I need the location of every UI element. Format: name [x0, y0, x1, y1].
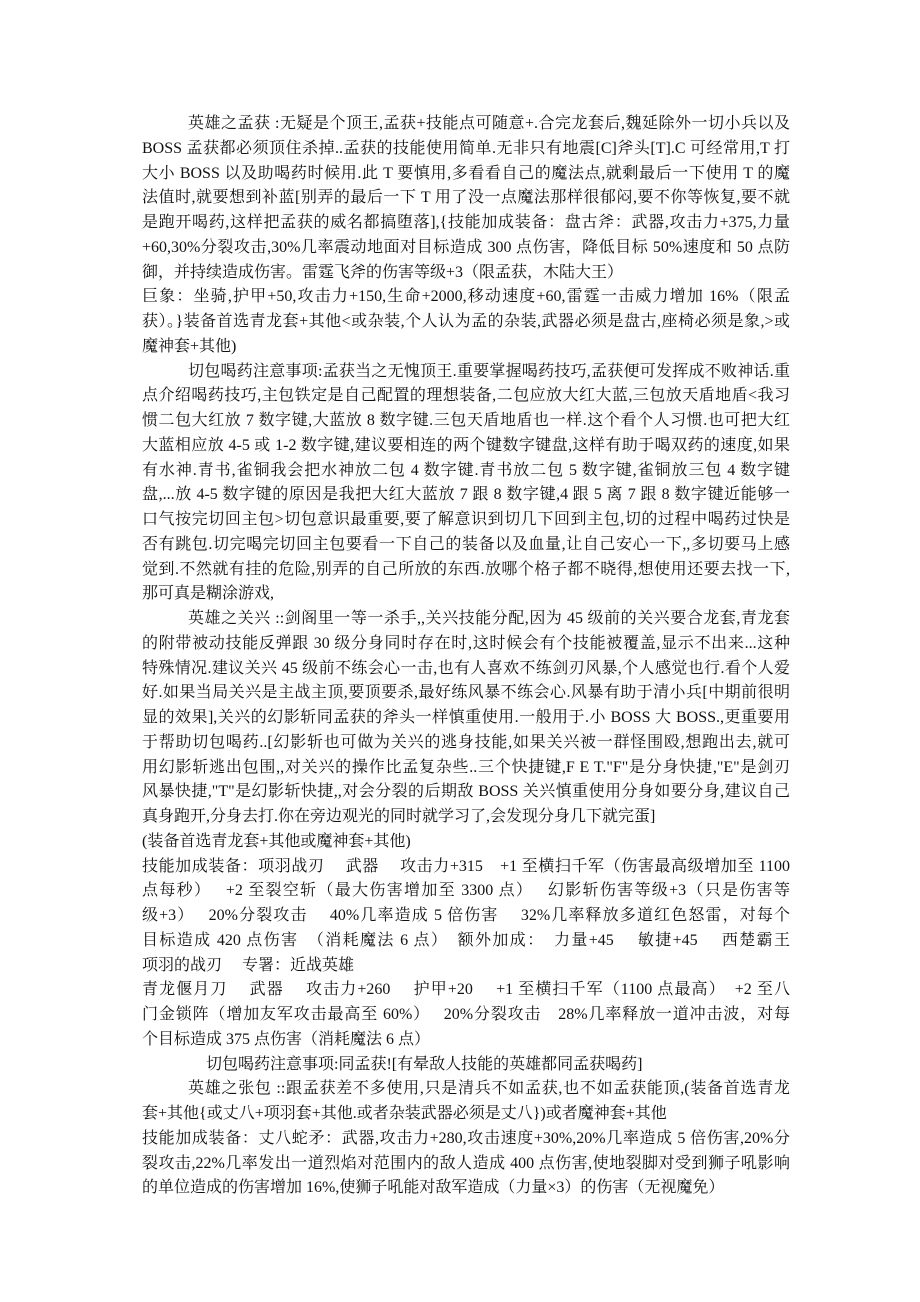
text-line: 英雄之关兴 ::剑阁里一等一杀手,,关兴技能分配,因为 45 级前的关兴要合龙套,青龙套 — [188, 610, 790, 627]
text-line: 个目标造成 375 点伤害（消耗魔法 6 点） — [142, 1030, 431, 1048]
text-line: 获）。}装备首选青龙套+其他<或杂装,个人认为孟的杂装,武器必须是盘古,座椅必须是象,>或 — [142, 313, 790, 330]
text-line: 特殊情况.建议关兴 45 级前不练会心一击,也有人喜欢不练剑刃风暴,个人感觉也行.看个人爱 — [142, 659, 790, 677]
text-line: 法值时,就要想到补蓝[别弄的最后一下 T 用了没一点魔法那样很郁闷,要不你等恢复,要不就 — [142, 189, 790, 207]
text-line: 切包喝药注意事项:同孟获![有晕敌人技能的英雄都同孟获喝药] — [206, 1055, 643, 1073]
paragraph-guanxing — [142, 607, 790, 1077]
text-line: 目标造成 420 点伤害 （消耗魔法 6 点） 额外加成： 力量+45 敏捷+45 西楚霸王 — [142, 931, 790, 949]
document-page — [142, 112, 790, 1201]
text-line: 技能加成装备：丈八蛇矛：武器,攻击力+280,攻击速度+30%,20%几率造成 5 倍伤害,20%分 — [142, 1129, 790, 1147]
text-line: 门金锁阵（增加友军攻击最高至 60%） 20%分裂攻击 28%几率释放一道冲击波，对每 — [142, 1006, 790, 1023]
text-line: 切包喝药注意事项:孟获当之无愧顶王.重要掌握喝药技巧,孟获便可发挥成不败神话.重 — [188, 362, 790, 380]
text-line: 真身跑开,分身去打.你在旁边观光的同时就学习了,会发现分身几下就完蛋] — [142, 808, 656, 825]
text-line: 显的效果],关兴的幻影斩同孟获的斧头一样慎重使用.一般用于.小 BOSS 大 BOSS.,更重要用 — [142, 709, 790, 726]
text-line: 御，并持续造成伤害。雷霆飞斧的伤害等级+3（限孟获，木陆大王） — [142, 263, 624, 281]
text-line: 英雄之孟获 :无疑是个顶王,孟获+技能点可随意+.合完龙套后,魏延除外一切小兵以及 — [188, 115, 790, 132]
text-line: 巨象：坐骑,护甲+50,攻击力+150,生命+2000,移动速度+60,雷霆一击威力增加 16%（限孟 — [142, 288, 790, 306]
text-line: 用幻影斩逃出包围,,对关兴的操作比孟复杂些..三个快捷键,F E T."F"是分身快捷,"E"是剑刃 — [142, 758, 790, 776]
paragraph-potion-tips — [142, 360, 790, 608]
text-line: 项羽的战刃 专署：近战英雄 — [142, 956, 355, 974]
text-line: 好.如果当局关兴是主战主顶,要顶要杀,最好练风暴不练会心.风暴有助于清小兵[中期前很明 — [142, 684, 790, 702]
text-line: 级+3） 20%分裂攻击 40%几率造成 5 倍伤害 32%几率释放多道红色怒雷，对每个 — [142, 907, 790, 924]
text-line: 盘,...放 4-5 数字键的原因是我把大红大蓝放 7 跟 8 数字键,4 跟 5 离 7 跟 8 数字键近能够一 — [142, 486, 790, 504]
paragraph-zhangbao — [142, 1077, 790, 1201]
paragraph-menghuo — [142, 112, 790, 360]
text-line: 魔神套+其他) — [142, 337, 237, 355]
text-line: 觉到.不然就有挂的危险,别弄的自己所放的东西.放哪个格子都不晓得,想使用还要去找一下, — [142, 560, 790, 578]
text-line: 那可真是糊涂游戏, — [142, 585, 275, 603]
text-line: 于帮助切包喝药..[幻影斩也可做为关兴的逃身技能,如果关兴被一群怪围殴,想跑出去,就可 — [142, 733, 790, 751]
text-line: 青龙偃月刀 武器 攻击力+260 护甲+20 +1 至横扫千军（1100 点最高） +2 至八 — [142, 981, 790, 999]
text-line: 是跑开喝药,这样把孟获的威名都搞堕落],{技能加成装备：盘古斧：武器,攻击力+375,力量 — [142, 214, 790, 231]
text-line: +60,30%分裂攻击,30%几率震动地面对目标造成 300 点伤害，降低目标 50%速度和 50 点防 — [142, 238, 790, 256]
text-line: 技能加成装备：项羽战刃 武器 攻击力+315 +1 至横扫千军（伤害最高级增加至 1100 — [142, 857, 790, 875]
text-line: 英雄之张包 ::跟孟获差不多使用,只是清兵不如孟获,也不如孟获能顶,(装备首选青龙 — [188, 1080, 790, 1098]
text-line: (装备首选青龙套+其他或魔神套+其他) — [142, 832, 411, 850]
text-line: 风暴快捷,"T"是幻影斩快捷,,对会分裂的后期敌 BOSS 关兴慎重使用分身如要分身,建议自己 — [142, 783, 790, 801]
text-line: 裂攻击,22%几率发出一道烈焰对范围内的敌人造成 400 点伤害,使地裂脚对受到狮子吼影响 — [142, 1154, 790, 1172]
text-line: BOSS 孟获都必须顶住杀掉..孟获的技能使用简单.无非只有地震[C]斧头[T].C 可经常用,T 打 — [142, 139, 790, 157]
text-line: 大小 BOSS 以及助喝药时候用.此 T 要慎用,多看看自己的魔法点,就剩最后一下使用 T 的魔 — [142, 164, 790, 182]
text-line: 点每秒） +2 至裂空斩（最大伤害增加至 3300 点） 幻影斩伤害等级+3（只是伤害等 — [142, 882, 790, 900]
text-line: 的单位造成的伤害增加 16%,使狮子吼能对敌军造成（力量×3）的伤害（无视魔免） — [142, 1179, 725, 1197]
text-line: 的附带被动技能反弹跟 30 级分身同时存在时,这时候会有个技能被覆盖,显示不出来...这种 — [142, 634, 790, 652]
text-line: 点介绍喝药技巧,主包铁定是自己配置的理想装备,二包应放大红大蓝,三包放天盾地盾<我习 — [142, 387, 790, 405]
text-line: 否有跳包.切完喝完切回主包要看一下自己的装备以及血量,让自己安心一下,,多切要马上感 — [142, 535, 790, 553]
text-line: 惯二包大红放 7 数字键,大蓝放 8 数字键.三包天盾地盾也一样.这个看个人习惯.也可把大红 — [142, 412, 790, 429]
text-line: 大蓝相应放 4-5 或 1-2 数字键,建议要相连的两个键数字键盘,这样有助于喝双药的速度,如果 — [142, 436, 790, 454]
text-line: 有水神.青书,雀铜我会把水神放二包 4 数字键.青书放二包 5 数字键,雀铜放三包 4 数字键 — [142, 461, 790, 479]
text-line: 套+其他{或丈八+项羽套+其他.或者杂装武器必须是丈八})或者魔神套+其他 — [142, 1105, 667, 1122]
text-line: 口气按完切回主包>切包意识最重要,要了解意识到切几下回到主包,切的过程中喝药过快是 — [142, 511, 790, 528]
